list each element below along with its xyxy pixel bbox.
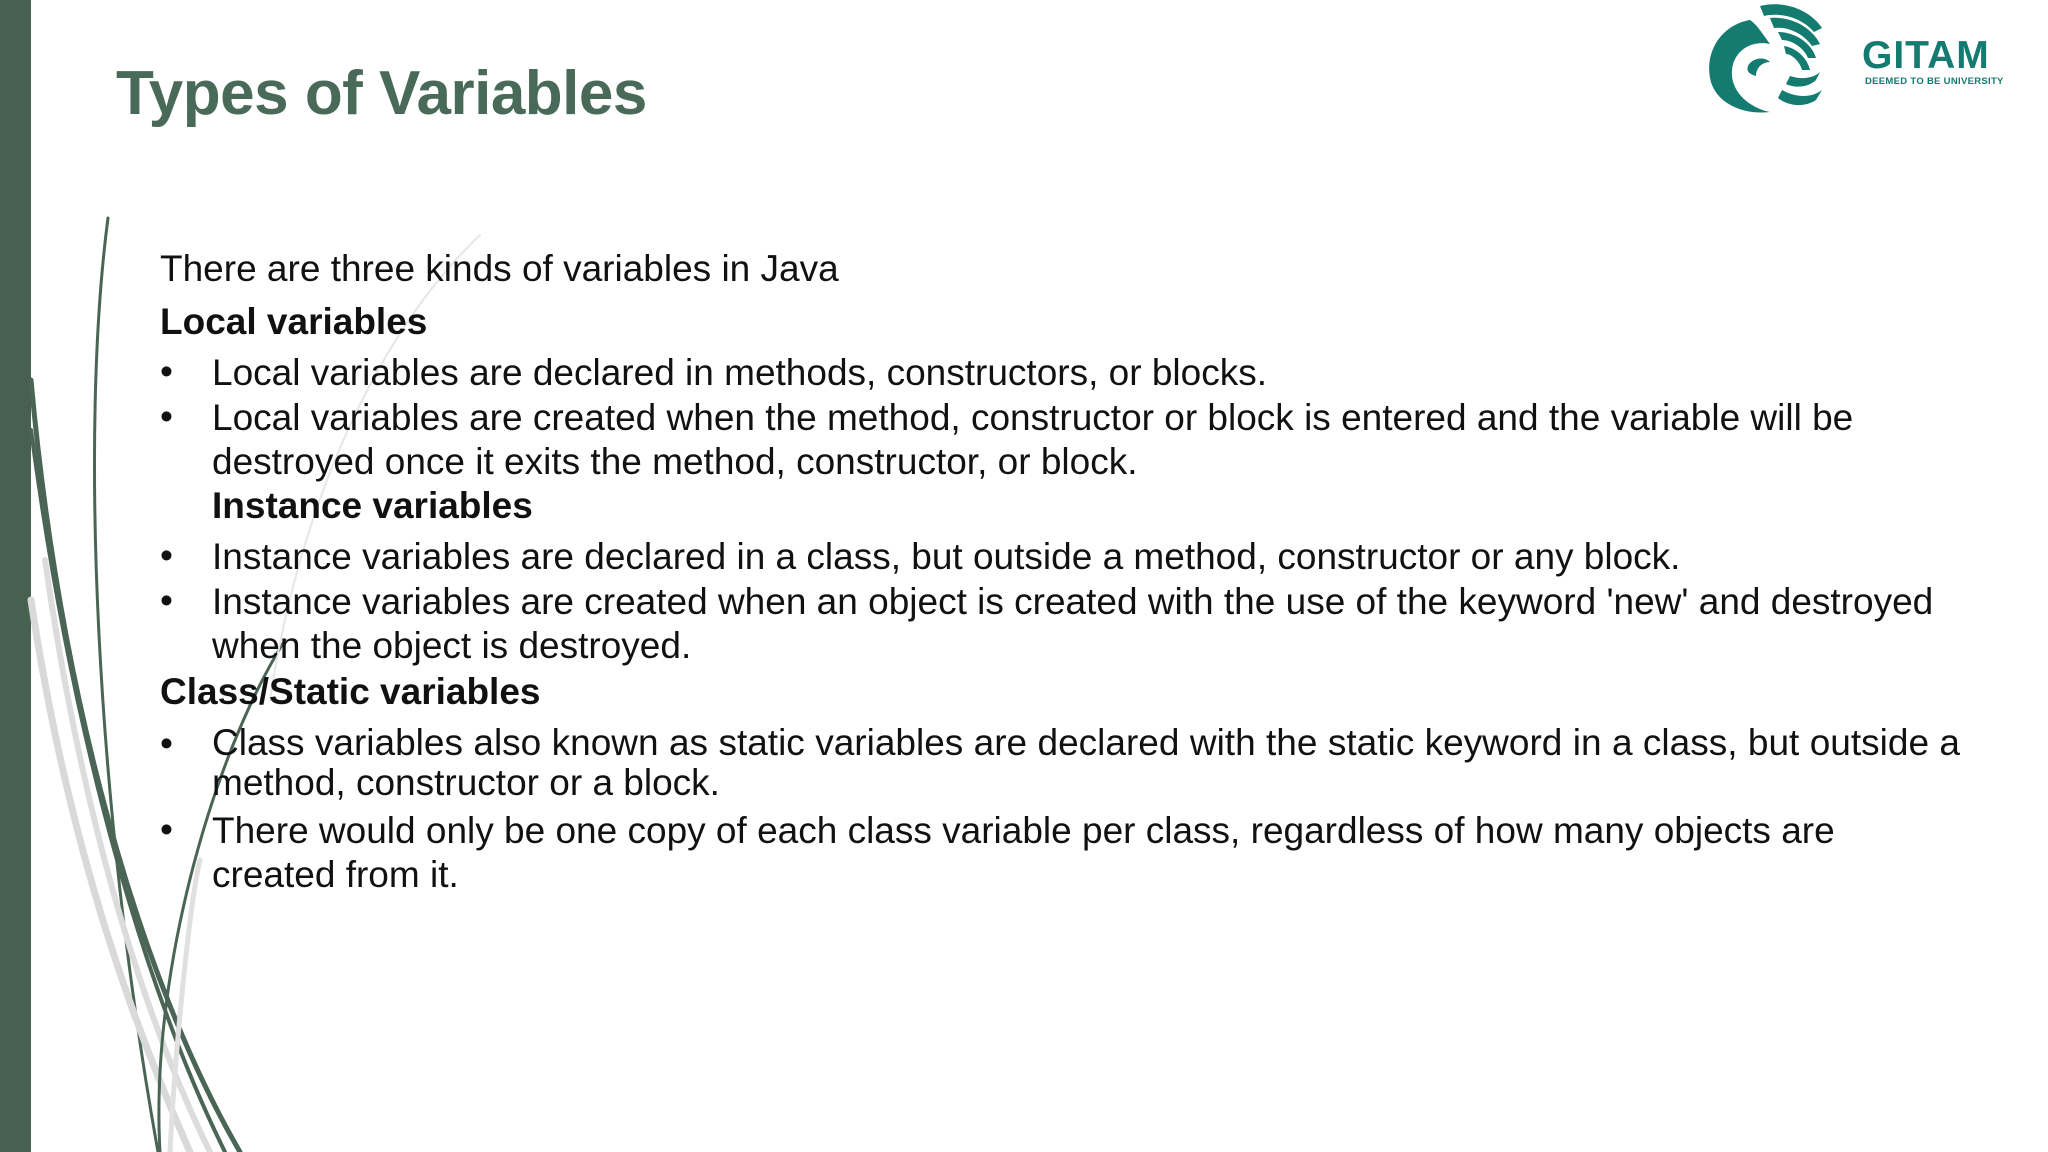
bullet-icon: • xyxy=(160,396,173,437)
bullet-text: Local variables are created when the method, constructor or block is entered and the variable will be destroyed once it exits the method, constructor, or block. xyxy=(212,397,1854,482)
bullet-icon: • xyxy=(160,580,173,621)
slide-title: Types of Variables xyxy=(116,59,647,128)
bullet-text: Instance variables are declared in a class, but outside a method, constructor or any block. xyxy=(212,536,1681,577)
bullet-text: There would only be one copy of each class variable per class, regardless of how many objects are created from it. xyxy=(212,810,1835,895)
logo-wordmark: GITAM xyxy=(1862,34,1990,77)
section-heading-class-static: Class/Static variables xyxy=(160,671,541,712)
bullet-icon: • xyxy=(160,535,173,576)
logo-tagline: DEEMED TO BE UNIVERSITY xyxy=(1865,76,2004,87)
section-heading-instance: Instance variables xyxy=(212,485,533,526)
bullet-icon: • xyxy=(160,351,173,392)
gitam-emblem-icon xyxy=(1690,0,1850,120)
bullet-text: Class variables also known as static variables are declared with the static keyword in a class, but outside a method, constructor or a block. xyxy=(212,722,1960,803)
intro-text: There are three kinds of variables in Java xyxy=(160,248,839,289)
bullet-icon: • xyxy=(160,723,173,764)
bullet-text: Local variables are declared in methods, constructors, or blocks. xyxy=(212,352,1268,393)
section-heading-local: Local variables xyxy=(160,301,428,342)
bullet-text: Instance variables are created when an object is created with the use of the keyword 'new' and destroyed when the object is destroyed. xyxy=(212,581,1934,666)
gitam-logo xyxy=(1690,0,2040,120)
bullet-icon: • xyxy=(160,809,173,850)
